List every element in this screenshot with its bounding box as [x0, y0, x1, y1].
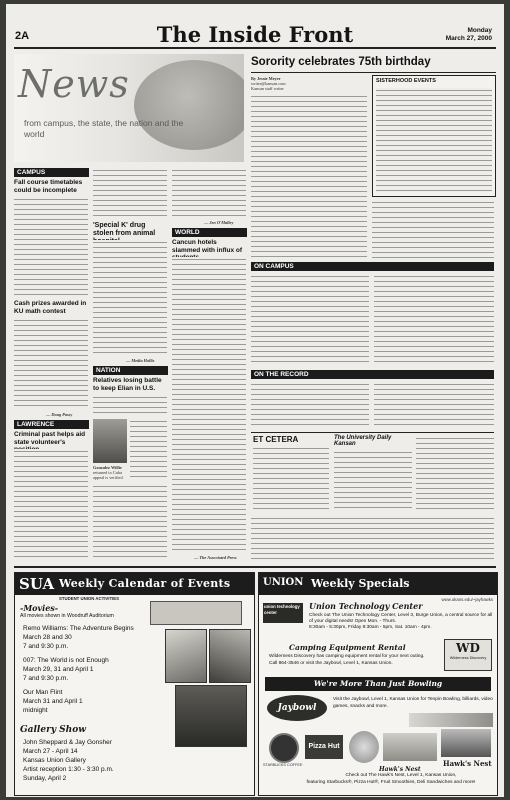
- bowling-pins-graphic: [409, 713, 493, 727]
- gallery-label: Gallery Show: [20, 725, 86, 735]
- relatives-text-side: [130, 419, 167, 481]
- movie-1-times: 7 and 9:30 p.m.: [23, 643, 69, 650]
- sorority-article-text: [251, 94, 367, 258]
- movie-3-dates: March 31 and April 1: [23, 698, 83, 705]
- hawks-nest-text-2: featuring Starbucks®, Pizza Hut®, Fruit Smoothies, Deli Sandwiches and more!: [306, 780, 476, 785]
- movie-3-title: Our Man Flint: [23, 689, 63, 696]
- wd-logo-text: WD: [456, 641, 480, 655]
- masthead-title: The Inside Front: [156, 22, 354, 47]
- tech-center-heading: Union Technology Center: [309, 601, 423, 611]
- criminal-headline: Criminal past helps aid state volunteer's: [14, 431, 86, 446]
- union-url: www.ukans.edu/~jayhawks: [441, 597, 493, 602]
- sua-ad: [14, 572, 255, 796]
- sisterhood-box: [372, 75, 496, 197]
- jaybowl-text-2: games, snacks and more.: [333, 704, 388, 709]
- byline-role: Kansan staff writer: [251, 86, 284, 91]
- etcetera-text-2: [334, 450, 412, 510]
- gallery-reception: Artist reception 1:30 - 3:30 p.m.: [23, 766, 114, 773]
- hawks-nest-text: Check out The Hawk's Nest, Level 1, Kansas Union,: [345, 773, 457, 778]
- masthead-date: March 27, 2000: [445, 35, 492, 42]
- union-title: Weekly Specials: [311, 577, 410, 590]
- on-campus-list-right: [374, 274, 494, 366]
- ad-divider: [14, 566, 496, 568]
- pizza-hut-logo: Pizza Hut: [305, 735, 343, 759]
- camping-heading: Camping Equipment Rental: [289, 643, 406, 652]
- col2-text-top: [93, 168, 167, 218]
- photo-caption-extra: appeal is verified: [93, 475, 123, 480]
- photo-caption-name: Gonzalez Willie: [93, 465, 122, 470]
- section-on-record: ON THE RECORD: [251, 370, 494, 379]
- gallery-location: Kansas Union Gallery: [23, 757, 86, 764]
- hawk-graphic: [441, 729, 491, 757]
- gallery-reception-date: Sunday, April 2: [23, 775, 67, 782]
- movie-2-times: 7 and 9:30 p.m.: [23, 675, 69, 682]
- union-ad: [258, 572, 498, 796]
- fall-course-text: [14, 197, 88, 297]
- gallery-artists: John Sheppard & Jay Gonsher: [23, 739, 112, 746]
- news-tagline: from campus, the state, the nation and the world: [24, 118, 184, 139]
- sisterhood-title: SISTERHOOD EVENTS: [376, 78, 436, 84]
- credit-media: — Media Hollis: [126, 358, 155, 363]
- movie-3-times: midnight: [23, 707, 48, 714]
- sorority-headline: Sorority celebrates 75th birthday: [251, 56, 431, 68]
- jaybowl-heading: We're More Than Just Bowling: [313, 679, 443, 688]
- on-campus-list-left: [251, 274, 369, 366]
- movie-poster-1: [165, 629, 207, 683]
- tech-center-text: Check out The Union Technology Center, Level 3, Burge Union, a central source for all of your digital needs! Open Mon. - Thurs.: [309, 613, 493, 624]
- byline: By Jessie Meyer: [251, 76, 281, 81]
- sua-marquee-graphic: [150, 601, 242, 625]
- etcetera-text-1: [253, 446, 329, 510]
- deli-graphic: [383, 733, 437, 761]
- special-k-text: [93, 240, 167, 356]
- movie-2-title: 007: The World is not Enough: [23, 657, 109, 664]
- masthead-day: Monday: [467, 27, 492, 34]
- elian-photo: [93, 419, 127, 463]
- byline-email: writer@kansan.com: [251, 81, 286, 86]
- gallery-dates: March 27 - April 14: [23, 748, 78, 755]
- camping-text: Wilderness Discovery has camping equipment rental for your next outing.: [269, 654, 425, 659]
- wd-logo: [444, 639, 492, 671]
- movies-intro: All movies shown in Woodruff Auditorium: [20, 613, 114, 619]
- tech-center-hours: 8:30am - 5:30pm, Friday 8:30am - 5pm, Sat. 10am - 4pm.: [309, 625, 432, 630]
- jaybowl-logo: Jaybowl: [267, 695, 327, 721]
- etcetera-text-3: [416, 436, 494, 510]
- col3-text-top: [172, 168, 246, 218]
- section-on-campus: ON CAMPUS: [251, 262, 494, 271]
- relatives-text-top: [93, 395, 167, 417]
- union-tech-logo: union technology center: [263, 603, 303, 623]
- movie-1-dates: March 28 and 30: [23, 634, 72, 641]
- etcetera-text-bottom: [251, 516, 494, 560]
- section-world: WORLD: [172, 228, 247, 237]
- cancun-text: [172, 257, 246, 553]
- photo-caption-text: returned to Cuba: [93, 470, 122, 475]
- sua-logo: SUA: [19, 575, 55, 593]
- relatives-headline: Relatives losing battle to keep Elian in U.S.: [93, 377, 162, 392]
- news-heading: News: [18, 62, 130, 106]
- jaybowl-banner: [265, 677, 491, 691]
- masthead-rule: [14, 47, 496, 49]
- relatives-text-bottom: [93, 484, 167, 560]
- sorority-article-continued: [372, 200, 494, 258]
- news-banner: [14, 54, 244, 162]
- smoothie-graphic: [349, 731, 379, 763]
- starbucks-logo: [269, 733, 299, 763]
- starbucks-text: STARBUCKS COFFEE: [263, 763, 303, 767]
- section-nation: NATION: [93, 366, 168, 375]
- credit-ap: — The Associated Press: [194, 555, 237, 560]
- etcetera-rule: [251, 432, 494, 433]
- on-record-text-left: [251, 382, 369, 428]
- sua-header: [15, 573, 254, 595]
- sua-title: Weekly Calendar of Events: [59, 577, 231, 590]
- sua-subtitle: STUDENT UNION ACTIVITIES: [59, 596, 119, 601]
- criminal-text: [14, 449, 88, 559]
- wd-logo-sub: Wilderness Discovery: [449, 656, 487, 660]
- section-et-cetera: ET CETERA: [253, 435, 299, 444]
- page-number: 2A: [15, 30, 30, 42]
- movie-poster-3: [175, 685, 247, 747]
- headline-rule: [251, 72, 496, 73]
- section-lawrence: LAWRENCE: [14, 420, 89, 429]
- credit-jen: — Jen O'Malley: [204, 220, 234, 225]
- special-k-headline: 'Special K' drug stolen from animal: [93, 222, 156, 237]
- daily-kansan-title: The University Daily Kansan: [334, 435, 392, 447]
- movies-label: -Movies-: [20, 603, 59, 613]
- fall-course-headline: Fall course timetables could be incomplete: [14, 179, 83, 194]
- newspaper-page: [6, 4, 504, 797]
- movie-2-dates: March 29, 31 and April 1: [23, 666, 94, 673]
- movie-poster-2: [209, 629, 251, 683]
- sisterhood-text: [376, 88, 492, 192]
- hawks-nest-sign: Hawk's Nest: [443, 759, 492, 768]
- union-logo: UNION: [263, 577, 304, 588]
- credit-doug-1: — Doug Passy: [46, 412, 73, 417]
- cancun-headline: Cancun hotels slammed with influx of: [172, 239, 243, 254]
- section-campus: CAMPUS: [14, 168, 89, 177]
- union-header: [259, 573, 497, 595]
- jaybowl-text: Visit the Jaybowl, Level 1, Kansas Union for Tenpin Bowling, billiards, video: [333, 697, 493, 702]
- cash-prizes-headline: Cash prizes awarded in KU math contest: [14, 300, 87, 315]
- camping-contact: Call 864-3546 or visit the Jaybowl, Level 1, Kansas Union.: [269, 661, 393, 666]
- cash-prizes-text: [14, 318, 88, 410]
- on-record-text-right: [374, 382, 494, 428]
- movie-1-title: Remo Williams: The Adventure Begins: [23, 625, 134, 632]
- hawks-nest-heading: Hawk's Nest: [379, 766, 421, 773]
